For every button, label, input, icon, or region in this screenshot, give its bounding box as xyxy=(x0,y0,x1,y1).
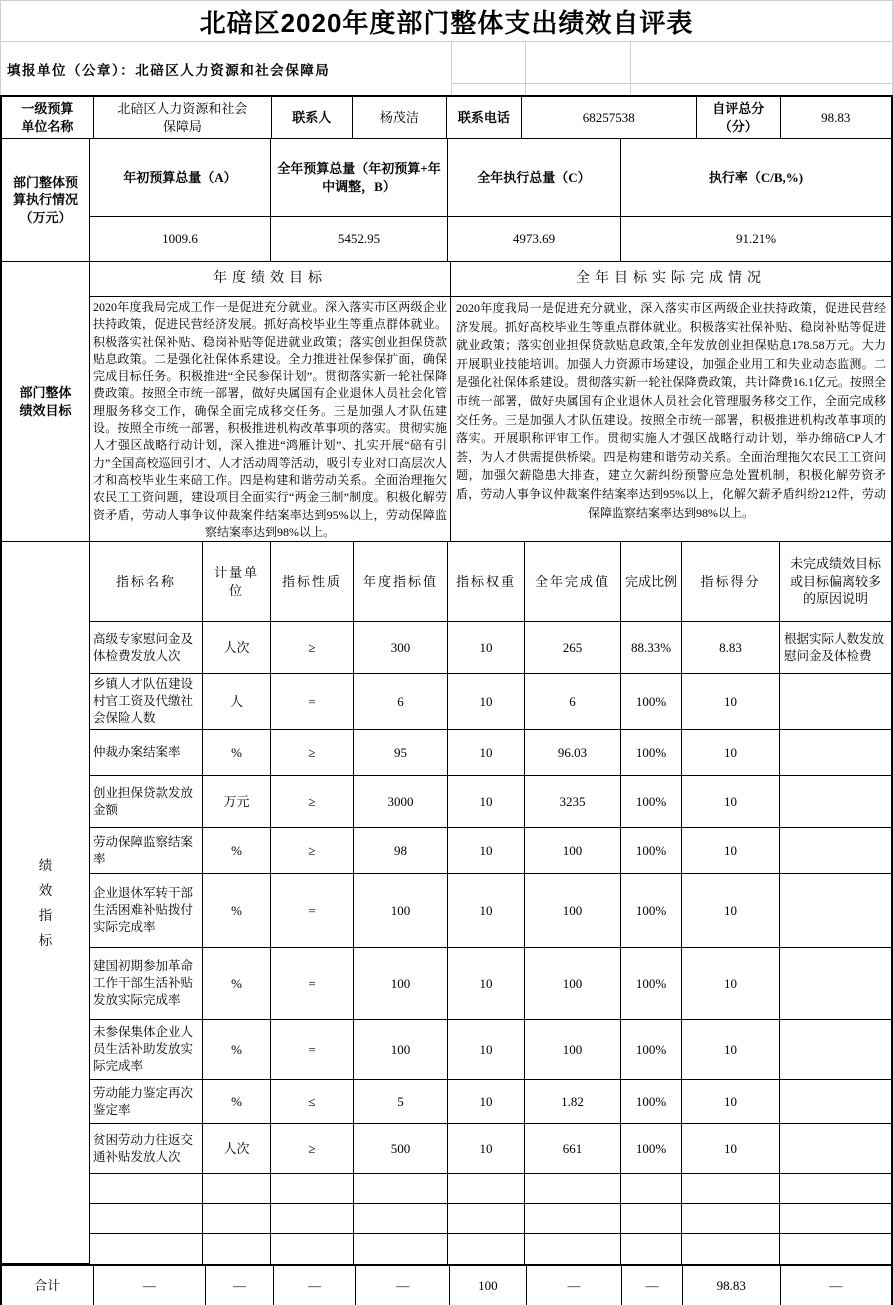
header-unit: 计量单位 xyxy=(203,542,271,622)
indicator-cell-actual: 100 xyxy=(525,1020,621,1080)
indicator-cell-score: 10 xyxy=(682,874,780,948)
indicator-row xyxy=(90,1020,891,1080)
indicator-cell-ratio xyxy=(621,1174,682,1204)
total-row xyxy=(2,1264,891,1305)
indicator-cell-unit: % xyxy=(203,828,271,874)
indicator-cell-score: 10 xyxy=(682,828,780,874)
indicators-header-row xyxy=(90,542,891,622)
indicator-cell-unit xyxy=(203,1234,271,1264)
goals-section-label: 部门整体绩效目标 xyxy=(2,262,90,542)
indicator-cell-unit: % xyxy=(203,874,271,948)
indicator-cell-name: 建国初期参加革命工作干部生活补贴发放实际完成率 xyxy=(90,948,203,1020)
indicator-cell-actual: 3235 xyxy=(525,776,621,828)
unit-name-value: 北碚区人力资源和社会保障局 xyxy=(94,97,272,139)
indicator-cell-reason xyxy=(780,1124,891,1174)
header-nature: 指标性质 xyxy=(271,542,354,622)
header-score: 指标得分 xyxy=(682,542,780,622)
indicators-section-label: 绩效指标 xyxy=(38,857,53,948)
indicator-cell-unit: % xyxy=(203,1020,271,1080)
indicator-cell-score: 10 xyxy=(682,948,780,1020)
contact-label: 联系人 xyxy=(272,97,353,139)
indicator-row xyxy=(90,1174,891,1204)
indicator-cell-score xyxy=(682,1174,780,1204)
indicator-row xyxy=(90,674,891,730)
filing-unit-row xyxy=(0,42,893,95)
indicator-cell-ratio: 100% xyxy=(621,874,682,948)
indicator-cell-unit: 万元 xyxy=(203,776,271,828)
self-score-label: 自评总分（分） xyxy=(697,97,781,139)
indicator-cell-unit xyxy=(203,1174,271,1204)
indicator-cell-reason xyxy=(780,1020,891,1080)
unit-name-label: 一级预算单位名称 xyxy=(2,97,94,139)
budget-values-row xyxy=(90,217,891,262)
indicator-cell-ratio: 100% xyxy=(621,730,682,776)
indicator-cell-actual xyxy=(525,1174,621,1204)
indicator-cell-actual: 1.82 xyxy=(525,1080,621,1124)
unit-info-row xyxy=(2,97,891,139)
indicator-cell-score: 10 xyxy=(682,1080,780,1124)
indicator-cell-score xyxy=(682,1204,780,1234)
actual-goal-text: 2020年度我局一是促进充分就业，深入落实市区两级企业扶持政策，促进民营经济发展。抓好高校毕业生等重点群体就业。积极落实社保补贴、稳岗补贴等促进就业政策；落实创业担保贷款贴息政策,全年发放创业担保贴息178.58万元。大力开展职业技能培训。加强人力资源市场建设，加强企业用工和失业动态监测。二是强化社保体系建设。贯彻落实新一轮社保降费政策，共计降费16.1亿元。按照全市统一部署，做好央属国有企业退休人员社会化管理服务移交工作，全面完成移交任务。三是加强人才队伍建设。按照全市统一部署，积极推进机构改革事项的落实。开展职称评审工作。贯彻实施人才强区战略行动计划，举办绵碚CP人才荟，为人才供需提供桥梁。四是构建和谐劳动关系。全面治理拖欠农民工工资问题，加强欠薪隐患大排查，建立欠薪纠纷预警应急处置机制，积极化解劳资矛盾，劳动人事争议仲裁案件结案率达到95%以上，化解欠薪矛盾纠纷212件，劳动保障监察结案率达到98%以上。 xyxy=(451,297,891,542)
gridline xyxy=(451,83,892,84)
filing-unit-text xyxy=(7,59,330,79)
indicator-cell-weight: 10 xyxy=(448,828,525,874)
indicator-row xyxy=(90,1234,891,1264)
indicator-cell-score: 10 xyxy=(682,1124,780,1174)
indicator-rows xyxy=(90,622,891,1264)
indicator-cell-target: 6 xyxy=(354,674,448,730)
indicator-cell-reason: 根据实际人数发放慰问金及体检费 xyxy=(780,622,891,674)
indicator-cell-nature: ≤ xyxy=(271,1080,354,1124)
indicator-cell-actual xyxy=(525,1204,621,1234)
indicator-cell-actual: 6 xyxy=(525,674,621,730)
indicator-row xyxy=(90,622,891,674)
indicator-cell-score xyxy=(682,1234,780,1264)
indicator-cell-reason xyxy=(780,874,891,948)
indicator-cell-ratio: 100% xyxy=(621,948,682,1020)
phone-label: 联系电话 xyxy=(447,97,522,139)
indicator-cell-reason xyxy=(780,730,891,776)
indicator-cell-nature: ≥ xyxy=(271,730,354,776)
indicator-cell-unit: % xyxy=(203,1080,271,1124)
total-reason: — xyxy=(781,1266,892,1305)
annual-goal-column xyxy=(90,262,451,542)
indicator-row xyxy=(90,776,891,828)
indicator-cell-name: 劳动保障监察结案率 xyxy=(90,828,203,874)
annual-goal-header: 年度绩效目标 xyxy=(90,262,451,297)
indicator-cell-nature xyxy=(271,1204,354,1234)
indicator-cell-weight: 10 xyxy=(448,874,525,948)
indicator-cell-name: 贫困劳动力往返交通补贴发放人次 xyxy=(90,1124,203,1174)
indicator-cell-nature: ≥ xyxy=(271,776,354,828)
indicator-cell-actual: 265 xyxy=(525,622,621,674)
indicator-cell-name: 创业担保贷款发放金额 xyxy=(90,776,203,828)
indicator-cell-target: 500 xyxy=(354,1124,448,1174)
budget-header-executed: 全年执行总量（C） xyxy=(448,139,621,217)
header-ratio: 完成比例 xyxy=(621,542,682,622)
indicator-cell-target: 100 xyxy=(354,1020,448,1080)
budget-header-row xyxy=(90,139,891,217)
indicator-cell-ratio xyxy=(621,1234,682,1264)
indicator-cell-actual: 96.03 xyxy=(525,730,621,776)
total-label: 合计 xyxy=(2,1266,94,1305)
indicator-cell-ratio: 100% xyxy=(621,1080,682,1124)
indicator-cell-reason xyxy=(780,1080,891,1124)
indicator-cell-reason xyxy=(780,1204,891,1234)
actual-goal-column xyxy=(451,262,891,542)
indicator-cell-weight: 10 xyxy=(448,948,525,1020)
indicator-cell-actual: 100 xyxy=(525,948,621,1020)
indicator-cell-name: 劳动能力鉴定再次鉴定率 xyxy=(90,1080,203,1124)
indicator-cell-nature xyxy=(271,1234,354,1264)
indicator-cell-score: 8.83 xyxy=(682,622,780,674)
page-title: 北碚区2020年度部门整体支出绩效自评表 xyxy=(199,7,694,38)
indicator-cell-target xyxy=(354,1174,448,1204)
indicator-row xyxy=(90,828,891,874)
indicator-cell-weight: 10 xyxy=(448,674,525,730)
indicator-cell-name: 乡镇人才队伍建设村官工资及代缴社会保险人数 xyxy=(90,674,203,730)
goals-section xyxy=(2,262,891,542)
indicator-cell-name xyxy=(90,1234,203,1264)
indicator-cell-ratio xyxy=(621,1204,682,1234)
title-row xyxy=(0,0,893,42)
indicator-cell-actual xyxy=(525,1234,621,1264)
indicators-section-label-cell xyxy=(2,542,90,1264)
indicator-cell-score: 10 xyxy=(682,1020,780,1080)
indicator-cell-nature: ≥ xyxy=(271,1124,354,1174)
indicator-cell-score: 10 xyxy=(682,730,780,776)
indicator-cell-weight: 10 xyxy=(448,776,525,828)
header-indicator-name: 指标名称 xyxy=(90,542,203,622)
budget-section xyxy=(2,139,891,262)
indicator-row xyxy=(90,948,891,1020)
budget-header-annual: 全年预算总量（年初预算+年中调整，B） xyxy=(271,139,448,217)
indicator-cell-target xyxy=(354,1234,448,1264)
indicator-row xyxy=(90,1124,891,1174)
indicator-cell-target: 98 xyxy=(354,828,448,874)
header-actual: 全年完成值 xyxy=(525,542,621,622)
indicator-cell-target: 100 xyxy=(354,874,448,948)
indicator-cell-name xyxy=(90,1204,203,1234)
indicator-cell-ratio: 100% xyxy=(621,1124,682,1174)
total-actual: — xyxy=(527,1266,623,1305)
indicator-cell-reason xyxy=(780,674,891,730)
indicator-cell-ratio: 100% xyxy=(621,1020,682,1080)
indicator-row xyxy=(90,874,891,948)
indicator-cell-nature: = xyxy=(271,1020,354,1080)
budget-value-executed: 4973.69 xyxy=(448,217,621,262)
total-name: — xyxy=(94,1266,207,1305)
indicator-row xyxy=(90,730,891,776)
budget-header-rate: 执行率（C/B,%) xyxy=(621,139,891,217)
indicator-cell-ratio: 100% xyxy=(621,828,682,874)
indicator-cell-ratio: 100% xyxy=(621,776,682,828)
indicator-cell-ratio: 100% xyxy=(621,674,682,730)
indicator-cell-target: 5 xyxy=(354,1080,448,1124)
gridline xyxy=(525,42,526,95)
indicator-cell-name xyxy=(90,1174,203,1204)
indicator-cell-target: 3000 xyxy=(354,776,448,828)
indicator-row xyxy=(90,1080,891,1124)
indicators-section xyxy=(2,542,891,1264)
indicator-cell-unit: 人次 xyxy=(203,1124,271,1174)
indicator-cell-nature: = xyxy=(271,674,354,730)
indicator-cell-nature xyxy=(271,1174,354,1204)
indicator-cell-unit: 人次 xyxy=(203,622,271,674)
indicator-cell-target: 300 xyxy=(354,622,448,674)
indicator-cell-actual: 661 xyxy=(525,1124,621,1174)
self-score-value: 98.83 xyxy=(781,97,891,139)
indicator-cell-nature: = xyxy=(271,948,354,1020)
header-reason: 未完成绩效目标或目标偏离较多的原因说明 xyxy=(780,542,891,622)
indicator-cell-name: 高级专家慰问金及体检费发放人次 xyxy=(90,622,203,674)
indicator-cell-reason xyxy=(780,828,891,874)
indicator-cell-weight: 10 xyxy=(448,1124,525,1174)
header-target: 年度指标值 xyxy=(354,542,448,622)
total-nature: — xyxy=(274,1266,357,1305)
total-score: 98.83 xyxy=(683,1266,781,1305)
indicator-cell-name: 仲裁办案结案率 xyxy=(90,730,203,776)
indicator-cell-target xyxy=(354,1204,448,1234)
total-weight: 100 xyxy=(450,1266,527,1305)
budget-grid xyxy=(90,139,891,262)
filing-unit-value: 北碚区人力资源和社会保障局 xyxy=(135,62,331,78)
phone-value: 68257538 xyxy=(522,97,697,139)
main-table xyxy=(0,95,893,1305)
indicator-cell-unit: 人 xyxy=(203,674,271,730)
indicator-cell-target: 95 xyxy=(354,730,448,776)
budget-value-rate: 91.21% xyxy=(621,217,891,262)
gridline xyxy=(630,42,631,95)
indicator-cell-score: 10 xyxy=(682,776,780,828)
indicator-cell-name: 未参保集体企业人员生活补助发放实际完成率 xyxy=(90,1020,203,1080)
indicator-cell-weight xyxy=(448,1174,525,1204)
indicator-cell-weight: 10 xyxy=(448,622,525,674)
indicator-cell-weight xyxy=(448,1204,525,1234)
indicator-cell-score: 10 xyxy=(682,674,780,730)
actual-goal-header: 全年目标实际完成情况 xyxy=(451,262,891,297)
total-ratio: — xyxy=(622,1266,683,1305)
indicator-cell-reason xyxy=(780,948,891,1020)
indicator-cell-weight: 10 xyxy=(448,730,525,776)
indicator-cell-actual: 100 xyxy=(525,828,621,874)
filing-unit-label: 填报单位（公章）： xyxy=(7,62,136,78)
budget-header-initial: 年初预算总量（A） xyxy=(90,139,271,217)
indicator-cell-nature: = xyxy=(271,874,354,948)
indicator-cell-actual: 100 xyxy=(525,874,621,948)
indicator-cell-ratio: 88.33% xyxy=(621,622,682,674)
total-unit: — xyxy=(206,1266,274,1305)
indicator-cell-unit: % xyxy=(203,948,271,1020)
indicator-cell-unit: % xyxy=(203,730,271,776)
indicator-cell-weight xyxy=(448,1234,525,1264)
indicator-cell-name: 企业退休军转干部生活困难补贴拨付实际完成率 xyxy=(90,874,203,948)
indicators-grid xyxy=(90,542,891,1264)
total-target: — xyxy=(356,1266,450,1305)
contact-value: 杨茂洁 xyxy=(353,97,448,139)
indicator-cell-unit xyxy=(203,1204,271,1234)
indicator-cell-weight: 10 xyxy=(448,1020,525,1080)
budget-value-annual: 5452.95 xyxy=(271,217,448,262)
indicator-cell-reason xyxy=(780,1174,891,1204)
indicator-cell-weight: 10 xyxy=(448,1080,525,1124)
indicator-cell-target: 100 xyxy=(354,948,448,1020)
annual-goal-text: 2020年度我局完成工作一是促进充分就业。深入落实市区两级企业扶持政策，促进民营经济发展。抓好高校毕业生等重点群体就业。积极落实社保补贴、稳岗补贴等促进就业政策；落实创业担保贷款贴息政策。二是强化社保体系建设。全力推进社保参保扩面，确保完成目标任务。积极推进“全民参保计划”。贯彻落实新一轮社保降费政策。按照全市统一部署，做好央属国有企业退休人员社会化管理服务移交工作，确保全面完成移交任务。三是加强人才队伍建设。按照全市统一部署，积极推进机构改革事项的落实。贯彻实施人才强区战略行动计划，深入推进“鸿雁计划”、扎实开展“碚有引力”全国高校巡回引才、人才活动周等活动，吸引专业对口高层次人才和高校毕业生来碚工作。四是构建和谐劳动关系。全面治理拖欠农民工工资问题，建设项目全面实行“两金三制”制度。积极化解劳资矛盾，劳动人事争议仲裁案件结案率达到95%以上，劳动保障监察结案率达到98%以上。 xyxy=(90,297,451,542)
gridline xyxy=(451,42,452,95)
budget-value-initial: 1009.6 xyxy=(90,217,271,262)
indicator-cell-nature: ≥ xyxy=(271,622,354,674)
header-weight: 指标权重 xyxy=(448,542,525,622)
indicator-cell-reason xyxy=(780,776,891,828)
indicator-row xyxy=(90,1204,891,1234)
budget-section-label: 部门整体预算执行情况（万元） xyxy=(2,139,90,262)
indicator-cell-nature: ≥ xyxy=(271,828,354,874)
indicator-cell-reason xyxy=(780,1234,891,1264)
